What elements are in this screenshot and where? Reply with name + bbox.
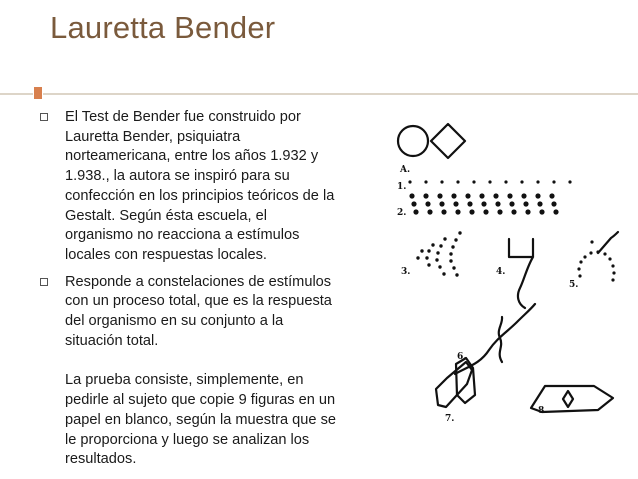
- bullet-square-icon: [40, 278, 48, 286]
- title-divider-right: [43, 93, 638, 95]
- figure-1-dots: [408, 180, 571, 183]
- title-accent-block: [34, 87, 42, 99]
- bullet-continuation-text: La prueba consiste, simplemente, en pedirle al sujeto que copie 9 figuras en un papel en blanco, según la muestra que se le proporciona y luego se analizan los resultados.: [65, 372, 336, 468]
- figure-label-3: 3.: [401, 267, 411, 277]
- figure-5-stem: [598, 232, 618, 253]
- bender-figures-drawing: [392, 112, 632, 432]
- bullet-item: [40, 273, 370, 470]
- bullet-text: El Test de Bender fue construido por Lauretta Bender, psiquiatra norteamericana, entre los años 1.932 y 1.938., la autora se inspiró para su confección en los principios teóricos de la Gestalt. Según ésta escuela, el organismo no reacciona a estímulos locales con respuestas locales.: [65, 109, 335, 263]
- figure-label-5: 5.: [569, 280, 579, 290]
- figure-a-diamond: [431, 124, 465, 158]
- figure-label-4: 4.: [496, 267, 506, 277]
- bullet-text: Responde a constelaciones de estímulos con un proceso total, que es la respuesta del organismo en su conjunto a la situación total.: [65, 273, 332, 349]
- figure-label-7: 7.: [445, 414, 455, 424]
- figure-2-circles: [409, 193, 558, 214]
- bender-gestalt-figures: [392, 112, 632, 432]
- slide-title: Lauretta Bender: [50, 10, 276, 45]
- figure-label-1: 1.: [397, 182, 407, 192]
- bullet-item: [40, 108, 370, 266]
- figure-label-a: A.: [400, 165, 411, 175]
- figure-3-dots: [416, 231, 461, 276]
- bullet-square-icon: [40, 113, 48, 121]
- figure-5-dots: [577, 240, 615, 281]
- bullet-list: [40, 108, 370, 470]
- figure-label-6: 6.: [457, 352, 467, 362]
- title-divider-left: [0, 93, 33, 95]
- figure-a-circle: [398, 126, 428, 156]
- figure-4-shape: [509, 239, 533, 308]
- figure-label-2: 2.: [397, 208, 407, 218]
- figure-label-8: 8.: [538, 406, 548, 416]
- figure-8-diamond: [563, 391, 573, 407]
